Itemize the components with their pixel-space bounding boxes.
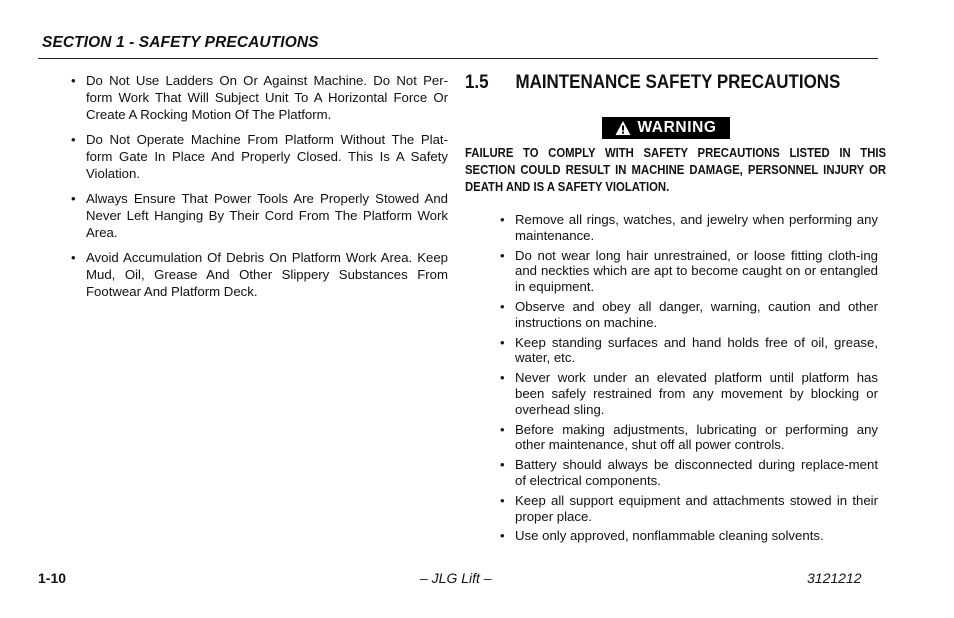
section-header: SECTION 1 - SAFETY PRECAUTIONS — [42, 34, 319, 51]
right-bullet-list — [500, 212, 878, 548]
list-item: • Keep all support equipment and attachments stowed in their proper place. — [500, 493, 878, 525]
list-item: • Observe and obey all danger, warning, caution and other instructions on machine. — [500, 299, 878, 331]
document-number: 3121212 — [807, 570, 862, 586]
list-item: • Keep standing surfaces and hand holds free of oil, grease, water, etc. — [500, 335, 878, 367]
list-item: • Always Ensure That Power Tools Are Properly Stowed And Never Left Hanging By Their Cord From The Platform Work Area. — [71, 190, 448, 241]
list-item: • Do Not Operate Machine From Platform Without The Plat-form Gate In Place And Properly Closed. This Is A Safety Violation. — [71, 131, 448, 182]
warning-label: WARNING — [637, 119, 717, 136]
left-bullet-list — [71, 72, 448, 308]
list-item: • Do not wear long hair unrestrained, or loose fitting cloth-ing and neckties which are apt to become caught on or entangled in equipment. — [500, 248, 878, 295]
warning-text: FAILURE TO COMPLY WITH SAFETY PRECAUTIONS LISTED IN THIS SECTION COULD RESULT IN MACHINE DAMAGE, PERSONNEL INJURY OR DEATH AND IS A SAFETY VIOLATION. — [465, 145, 887, 194]
section-heading — [465, 71, 840, 94]
list-item: • Before making adjustments, lubricating or performing any other maintenance, shut off all power controls. — [500, 422, 878, 454]
section-title: MAINTENANCE SAFETY PRECAUTIONS — [515, 71, 841, 93]
list-item: • Never work under an elevated platform until platform has been safely restrained from any movement by blocking or overhead sling. — [500, 370, 878, 417]
warning-badge — [602, 117, 730, 139]
list-item: • Use only approved, nonflammable cleaning solvents. — [500, 528, 878, 544]
footer-brand: – JLG Lift – — [420, 570, 492, 586]
list-item: • Avoid Accumulation Of Debris On Platform Work Area. Keep Mud, Oil, Grease And Other Slippery Substances From Footwear And Platform Deck. — [71, 249, 448, 300]
warning-triangle-icon — [615, 120, 631, 136]
page-number: 1-10 — [38, 570, 67, 586]
list-item: • Remove all rings, watches, and jewelry when performing any maintenance. — [500, 212, 878, 244]
list-item: • Battery should always be disconnected during replace-ment of electrical components. — [500, 457, 878, 489]
list-item: • Do Not Use Ladders On Or Against Machine. Do Not Per-form Work That Will Subject Unit To A Horizontal Force Or Create A Rocking Motion Of The Platform. — [71, 72, 448, 123]
section-number: 1.5 — [465, 71, 489, 93]
header-divider — [38, 58, 878, 59]
